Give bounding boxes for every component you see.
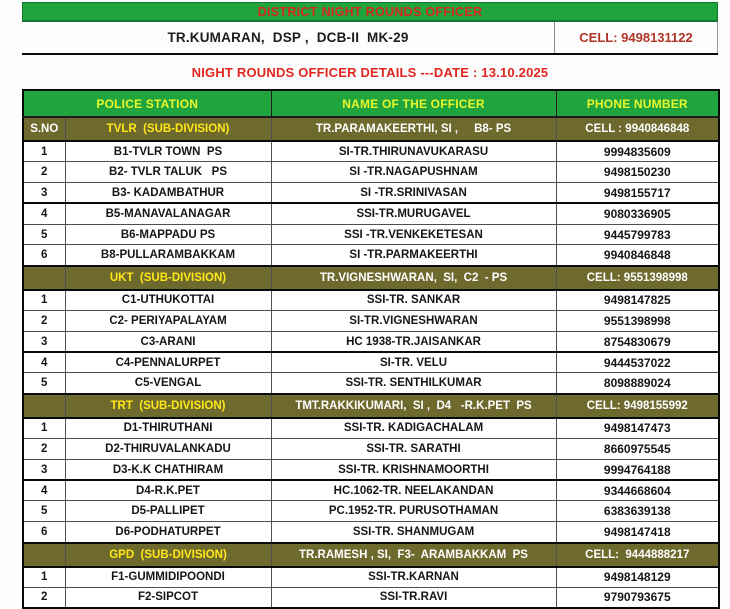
subdivision-name: GPD (SUB-DIVISION) <box>65 543 271 567</box>
table-row <box>23 311 719 332</box>
row-phone-number: 9790793675 <box>556 587 719 608</box>
row-police-station: D3-K.K CHATHIRAM <box>65 459 271 480</box>
table-row <box>23 480 719 501</box>
row-phone-number: 9498147825 <box>556 290 719 311</box>
row-serial-number: 1 <box>23 141 65 162</box>
row-police-station: B1-TVLR TOWN PS <box>65 141 271 162</box>
row-officer-name: SSI-TR.MURUGAVEL <box>271 203 556 224</box>
col-header-phone-number: PHONE NUMBER <box>556 90 719 117</box>
row-officer-name: SI -TR.SRINIVASAN <box>271 183 556 204</box>
row-police-station: D2-THIRUVALANKADU <box>65 439 271 460</box>
row-police-station: D1-THIRUTHANI <box>65 418 271 439</box>
row-officer-name: SSI-TR.RAVI <box>271 587 556 608</box>
row-serial-number: 2 <box>23 162 65 183</box>
row-officer-name: SSI-TR. KADIGACHALAM <box>271 418 556 439</box>
subdivision-officer-name: TR.VIGNESHWARAN, SI, C2 - PS <box>271 266 556 290</box>
table-row <box>23 224 719 245</box>
table-row <box>23 373 719 394</box>
subdivision-cell-number: CELL: 9498155992 <box>556 394 719 418</box>
subdivision-row <box>23 266 719 290</box>
row-phone-number: 9498147418 <box>556 522 719 543</box>
row-officer-name: PC.1952-TR. PURUSOTHAMAN <box>271 501 556 522</box>
page-subtitle: NIGHT ROUNDS OFFICER DETAILS ---DATE : 13.10.2025 <box>191 64 549 80</box>
row-serial-number: 5 <box>23 501 65 522</box>
subdivision-officer-name: TR.PARAMAKEERTHI, SI , B8- PS <box>271 117 556 141</box>
district-officer-row <box>22 22 718 55</box>
table-row <box>23 245 719 266</box>
row-officer-name: HC 1938-TR.JAISANKAR <box>271 331 556 352</box>
subdivision-sno-label <box>23 543 65 567</box>
table-row <box>23 203 719 224</box>
row-police-station: D5-PALLIPET <box>65 501 271 522</box>
table-row <box>23 567 719 588</box>
subdivision-sno-label: S.NO <box>23 117 65 141</box>
row-phone-number: 9080336905 <box>556 203 719 224</box>
row-serial-number: 4 <box>23 480 65 501</box>
row-serial-number: 6 <box>23 522 65 543</box>
row-phone-number: 9994835609 <box>556 141 719 162</box>
row-officer-name: SI -TR.PARMAKEERTHI <box>271 245 556 266</box>
row-phone-number: 9940846848 <box>556 245 719 266</box>
row-serial-number: 2 <box>23 439 65 460</box>
table-header-row <box>23 90 719 117</box>
row-phone-number: 8754830679 <box>556 331 719 352</box>
row-police-station: D6-PODHATURPET <box>65 522 271 543</box>
row-police-station: B3- KADAMBATHUR <box>65 183 271 204</box>
row-police-station: C3-ARANI <box>65 331 271 352</box>
subdivision-name: UKT (SUB-DIVISION) <box>65 266 271 290</box>
row-officer-name: SSI-TR. SARATHI <box>271 439 556 460</box>
row-officer-name: SSI-TR. SHANMUGAM <box>271 522 556 543</box>
row-officer-name: SSI-TR.KARNAN <box>271 567 556 588</box>
row-serial-number: 5 <box>23 373 65 394</box>
subdivision-officer-name: TR.RAMESH , SI, F3- ARAMBAKKAM PS <box>271 543 556 567</box>
row-officer-name: SI-TR.THIRUNAVUKARASU <box>271 141 556 162</box>
row-serial-number: 1 <box>23 290 65 311</box>
row-police-station: C4-PENNALURPET <box>65 352 271 373</box>
row-serial-number: 3 <box>23 459 65 480</box>
subdivision-row <box>23 117 719 141</box>
row-police-station: C2- PERIYAPALAYAM <box>65 311 271 332</box>
table-row <box>23 162 719 183</box>
document-content <box>22 2 718 609</box>
subdivision-row <box>23 543 719 567</box>
row-serial-number: 1 <box>23 567 65 588</box>
table-row <box>23 418 719 439</box>
table-row <box>23 459 719 480</box>
row-phone-number: 8098889024 <box>556 373 719 394</box>
row-police-station: F2-SIPCOT <box>65 587 271 608</box>
subdivision-officer-name: TMT.RAKKIKUMARI, SI , D4 -R.K.PET PS <box>271 394 556 418</box>
row-officer-name: SI -TR.NAGAPUSHNAM <box>271 162 556 183</box>
row-phone-number: 9551398998 <box>556 311 719 332</box>
row-serial-number: 1 <box>23 418 65 439</box>
row-police-station: D4-R.K.PET <box>65 480 271 501</box>
table-row <box>23 141 719 162</box>
subdivision-name: TVLR (SUB-DIVISION) <box>65 117 271 141</box>
table-row <box>23 352 719 373</box>
row-serial-number: 5 <box>23 224 65 245</box>
subdivision-row <box>23 394 719 418</box>
document-title: DISTRICT NIGHT ROUNDS OFFICER <box>257 4 483 19</box>
row-serial-number: 6 <box>23 245 65 266</box>
row-phone-number: 9994764188 <box>556 459 719 480</box>
table-row <box>23 501 719 522</box>
table-row <box>23 439 719 460</box>
table-row <box>23 290 719 311</box>
row-police-station: F1-GUMMIDIPOONDI <box>65 567 271 588</box>
col-header-officer-name: NAME OF THE OFFICER <box>271 90 556 117</box>
subdivision-sno-label <box>23 266 65 290</box>
row-officer-name: SSI -TR.VENKEKETESAN <box>271 224 556 245</box>
row-phone-number: 9498155717 <box>556 183 719 204</box>
row-police-station: C1-UTHUKOTTAI <box>65 290 271 311</box>
row-phone-number: 9498150230 <box>556 162 719 183</box>
row-serial-number: 3 <box>23 183 65 204</box>
subdivision-cell-number: CELL : 9940846848 <box>556 117 719 141</box>
row-serial-number: 4 <box>23 203 65 224</box>
table-row <box>23 587 719 608</box>
subdivision-name: TRT (SUB-DIVISION) <box>65 394 271 418</box>
row-police-station: B2- TVLR TALUK PS <box>65 162 271 183</box>
row-serial-number: 2 <box>23 311 65 332</box>
row-phone-number: 9498147473 <box>556 418 719 439</box>
row-phone-number: 6383639138 <box>556 501 719 522</box>
subdivision-cell-number: CELL: 9551398998 <box>556 266 719 290</box>
district-officer-cell-number: CELL: 9498131122 <box>555 22 718 53</box>
row-officer-name: SI-TR.VIGNESHWARAN <box>271 311 556 332</box>
row-phone-number: 8660975545 <box>556 439 719 460</box>
row-phone-number: 9498148129 <box>556 567 719 588</box>
row-serial-number: 3 <box>23 331 65 352</box>
row-police-station: B8-PULLARAMBAKKAM <box>65 245 271 266</box>
table-row <box>23 331 719 352</box>
night-rounds-table <box>22 89 720 609</box>
row-police-station: C5-VENGAL <box>65 373 271 394</box>
row-officer-name: SSI-TR. SENTHILKUMAR <box>271 373 556 394</box>
row-officer-name: SI-TR. VELU <box>271 352 556 373</box>
district-officer-name: TR.KUMARAN, DSP , DCB-II MK-29 <box>22 22 555 53</box>
col-header-police-station: POLICE STATION <box>23 90 271 117</box>
document-page <box>0 2 730 605</box>
row-officer-name: SSI-TR. KRISHNAMOORTHI <box>271 459 556 480</box>
table-row <box>23 522 719 543</box>
row-police-station: B5-MANAVALANAGAR <box>65 203 271 224</box>
table-body <box>23 117 719 608</box>
row-phone-number: 9444537022 <box>556 352 719 373</box>
row-officer-name: SSI-TR. SANKAR <box>271 290 556 311</box>
row-serial-number: 4 <box>23 352 65 373</box>
row-police-station: B6-MAPPADU PS <box>65 224 271 245</box>
subdivision-sno-label <box>23 394 65 418</box>
row-phone-number: 9344668604 <box>556 480 719 501</box>
document-title-bar <box>22 2 718 22</box>
row-serial-number: 2 <box>23 587 65 608</box>
row-phone-number: 9445799783 <box>556 224 719 245</box>
subdivision-cell-number: CELL: 9444888217 <box>556 543 719 567</box>
table-row <box>23 183 719 204</box>
row-officer-name: HC.1062-TR. NEELAKANDAN <box>271 480 556 501</box>
